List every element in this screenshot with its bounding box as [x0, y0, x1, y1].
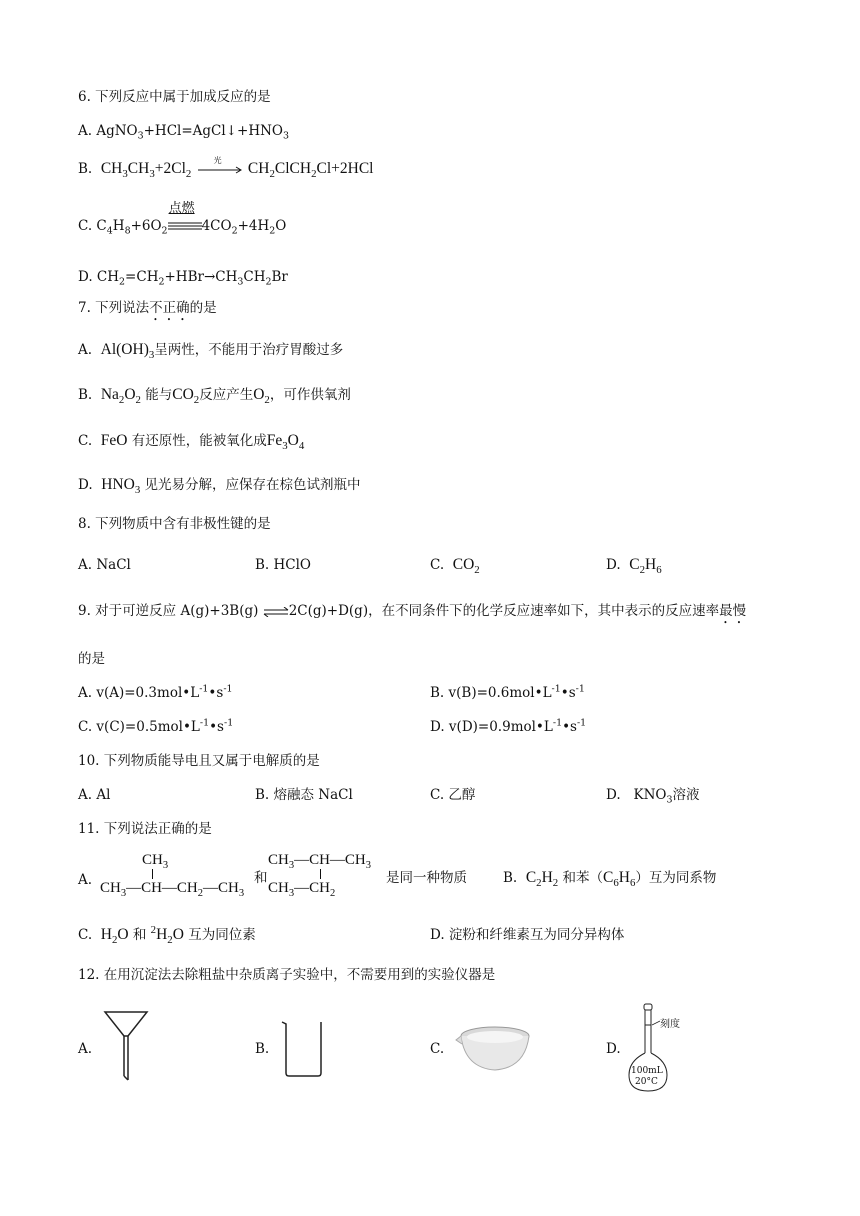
structure-formula-2: $CH_3—CH—CH_3$ $CH_3—CH_2$	[268, 852, 372, 899]
q8-stem: 8. 下列物质中含有非极性键的是	[78, 516, 271, 532]
q11-option-c[interactable]: C. $H_2O$ 和 $^2H_2O$ 互为同位素	[78, 923, 256, 947]
q10-option-d[interactable]: D. $KNO_3$溶液	[606, 787, 700, 806]
light-arrow-icon: 光	[196, 163, 244, 177]
q7-option-c[interactable]: C. FeO 有还原性，能被氧化成$Fe_3O_4$	[78, 432, 305, 453]
q8-option-d[interactable]: D. $C_2H_6$	[606, 556, 662, 577]
q9-option-a[interactable]: A. $v(A)=0.3mol•L^{-1}•s^{-1}$	[78, 683, 233, 701]
q11-and: 和	[254, 870, 268, 886]
q9-stem: 9. 对于可逆反应 A(g)+3B(g) 2C(g)+D(g)，在不同条件下的化学反应速率如下，其中表示的反应速率最慢	[78, 603, 747, 619]
q12-option-c[interactable]: C.	[430, 1041, 445, 1057]
evaporating-dish-icon	[455, 1024, 531, 1074]
equilibrium-arrow-icon	[263, 607, 289, 617]
q11-option-b[interactable]: B. $C_2H_2$ 和苯$(C_6H_6)$互为同系物	[503, 869, 717, 890]
q11-option-a-end: 是同一种物质	[386, 870, 467, 886]
flask-temp-label: 20°C	[635, 1077, 658, 1087]
q6-stem: 6. 下列反应中属于加成反应的是	[78, 89, 271, 105]
volumetric-flask-icon	[624, 1003, 694, 1093]
q8-option-b[interactable]: B. HClO	[255, 557, 311, 573]
funnel-icon	[103, 1010, 149, 1082]
q7-option-a[interactable]: A. $Al(OH)_3$呈两性，不能用于治疗胃酸过多	[78, 341, 344, 362]
ignite-equals-icon: 点燃	[168, 200, 195, 216]
q11-option-a-label[interactable]: A.	[78, 872, 93, 888]
q9-stem-end: 的是	[78, 651, 105, 667]
q9-option-b[interactable]: B. $v(B)=0.6mol•L^{-1}•s^{-1}$	[430, 683, 585, 701]
q8-option-a[interactable]: A. NaCl	[78, 557, 131, 573]
beaker-icon	[280, 1019, 326, 1079]
q7-option-d[interactable]: D. $HNO_3$ 见光易分解，应保存在棕色试剂瓶中	[78, 476, 361, 497]
q10-option-b[interactable]: B. 熔融态 NaCl	[255, 787, 353, 803]
q7-stem: 7. 下列说法不正确的是	[78, 300, 217, 316]
q10-stem: 10. 下列物质能导电且又属于电解质的是	[78, 753, 320, 769]
q12-stem: 12. 在用沉淀法去除粗盐中杂质离子实验中，不需要用到的实验仪器是	[78, 967, 496, 983]
q9-option-c[interactable]: C. $v(C)=0.5mol•L^{-1}•s^{-1}$	[78, 717, 234, 735]
flask-volume-label: 100mL	[631, 1066, 663, 1076]
q12-option-d[interactable]: D.	[606, 1041, 621, 1057]
q7-option-b[interactable]: B. $Na_2O_2$ 能与$CO_2$反应产生$O_2$，可作供氧剂	[78, 386, 351, 407]
q9-option-d[interactable]: D. $v(D)=0.9mol•L^{-1}•s^{-1}$	[430, 717, 587, 735]
q10-option-a[interactable]: A. Al	[78, 787, 111, 803]
q11-option-d[interactable]: D. 淀粉和纤维素互为同分异构体	[430, 927, 625, 943]
q6-option-d[interactable]: D. $CH_2=CH_2+HBr\to CH_3CH_2Br$	[78, 269, 288, 288]
q8-option-c[interactable]: C. $CO_2$	[430, 556, 480, 577]
structure-formula-1: $CH_3$ $CH_3—CH—CH_2—CH_3$	[100, 852, 245, 899]
q11-stem: 11. 下列说法正确的是	[78, 821, 212, 837]
q6-option-a[interactable]: A. $AgNO_3+HCl=AgCl↓+HNO_3$	[78, 123, 289, 142]
flask-mark-label: 刻度	[660, 1019, 680, 1030]
q12-option-b[interactable]: B.	[255, 1041, 270, 1057]
q6-option-b[interactable]: B. $CH_3CH_3+2Cl_2$ 光 $CH_2ClCH_2Cl+2HCl$	[78, 155, 374, 181]
q6-option-c[interactable]: C. $C_4H_8+6O_2$ 点燃 $4CO_2+4H_2O$	[78, 200, 287, 237]
q12-option-a[interactable]: A.	[78, 1041, 93, 1057]
q10-option-c[interactable]: C. 乙醇	[430, 787, 476, 803]
